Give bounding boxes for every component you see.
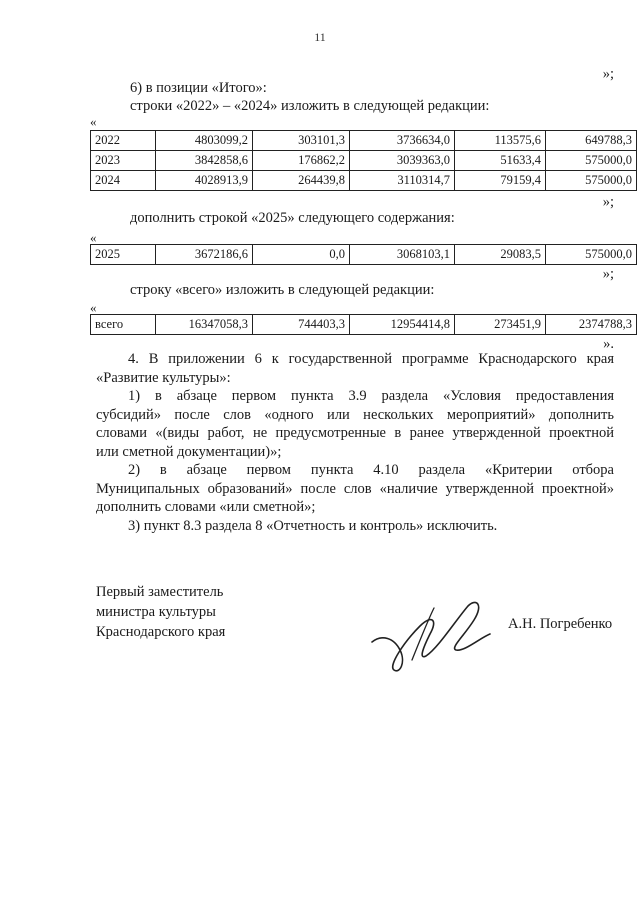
closing-quote-2: »;	[602, 266, 614, 282]
table-row	[91, 245, 637, 265]
point-4-paragraph	[96, 350, 614, 535]
position-line1: Первый заместитель	[96, 584, 224, 600]
open-quote-2: «	[90, 230, 97, 245]
value-cell: 2374788,3	[546, 315, 637, 335]
value-cell: 3842858,6	[156, 151, 253, 171]
sub1-line4: или сметной документации)»;	[96, 443, 282, 460]
table-row	[91, 171, 637, 191]
value-cell: 4803099,2	[156, 131, 253, 151]
instruction-1: строки «2022» – «2024» изложить в следующей редакции:	[130, 98, 490, 114]
value-cell: 79159,4	[455, 171, 546, 191]
value-cell: 649788,3	[546, 131, 637, 151]
value-cell: 575000,0	[546, 151, 637, 171]
value-cell: 744403,3	[253, 315, 350, 335]
closing-quote-3: ».	[603, 336, 614, 352]
value-cell: 113575,6	[455, 131, 546, 151]
value-cell: 51633,4	[455, 151, 546, 171]
closing-quote-top: »;	[602, 66, 614, 82]
closing-quote-1: »;	[602, 194, 614, 210]
value-cell: 3039363,0	[350, 151, 455, 171]
sub2-line3: дополнить словами «или сметной»;	[96, 499, 316, 515]
value-cell: 16347058,3	[156, 315, 253, 335]
sub2-line2: Муниципальных образований» после слов «наличие утвержденной проектной»	[96, 480, 614, 497]
sub1-line3: словами «(виды работ, не предусмотренные в ранее утвержденной проектной	[96, 425, 614, 441]
table-year-2025	[90, 244, 637, 265]
table-row	[91, 131, 637, 151]
table-row	[91, 151, 637, 171]
signatory-position	[96, 582, 225, 642]
signatory-name: А.Н. Погребенко	[508, 616, 613, 632]
handwritten-signature	[360, 590, 500, 680]
row-label-cell: 2022	[91, 131, 156, 151]
sub1-line1: 1) в абзаце первом пункта 3.9 раздела «Условия предоставления	[128, 388, 614, 404]
row-label-cell: 2024	[91, 171, 156, 191]
table-total	[90, 314, 637, 335]
value-cell: 264439,8	[253, 171, 350, 191]
value-cell: 3736634,0	[350, 131, 455, 151]
value-cell: 575000,0	[546, 171, 637, 191]
table3-body	[91, 315, 637, 335]
instruction-3: строку «всего» изложить в следующей редакции:	[130, 282, 435, 298]
position-line3: Краснодарского края	[96, 624, 226, 640]
table-row	[91, 315, 637, 335]
value-cell: 29083,5	[455, 245, 546, 265]
point4-line1: 4. В приложении 6 к государственной программе Краснодарского края	[128, 351, 614, 367]
value-cell: 0,0	[253, 245, 350, 265]
page-number: 11	[314, 30, 326, 44]
row-label-cell: всего	[91, 315, 156, 335]
table1-body	[91, 131, 637, 191]
value-cell: 273451,9	[455, 315, 546, 335]
open-quote-1: «	[90, 114, 97, 129]
sub3-line: 3) пункт 8.3 раздела 8 «Отчетность и контроль» исключить.	[128, 517, 498, 534]
value-cell: 3068103,1	[350, 245, 455, 265]
value-cell: 3672186,6	[156, 245, 253, 265]
value-cell: 303101,3	[253, 131, 350, 151]
value-cell: 12954414,8	[350, 315, 455, 335]
instruction-2: дополнить строкой «2025» следующего содержания:	[130, 210, 455, 226]
row-label-cell: 2025	[91, 245, 156, 265]
point4-line2: «Развитие культуры»:	[96, 369, 231, 386]
value-cell: 3110314,7	[350, 171, 455, 191]
open-quote-3: «	[90, 300, 97, 315]
section-heading: 6) в позиции «Итого»:	[130, 80, 267, 96]
value-cell: 575000,0	[546, 245, 637, 265]
sub1-line2: субсидий» после слов «одного или нескольких мероприятий» дополнить	[96, 406, 614, 423]
position-line2: министра культуры	[96, 604, 216, 620]
table-years-2022-2024	[90, 130, 637, 191]
sub2-line1: 2) в абзаце первом пункта 4.10 раздела «Критерии отбора	[128, 462, 614, 478]
row-label-cell: 2023	[91, 151, 156, 171]
table2-body	[91, 245, 637, 265]
value-cell: 4028913,9	[156, 171, 253, 191]
value-cell: 176862,2	[253, 151, 350, 171]
